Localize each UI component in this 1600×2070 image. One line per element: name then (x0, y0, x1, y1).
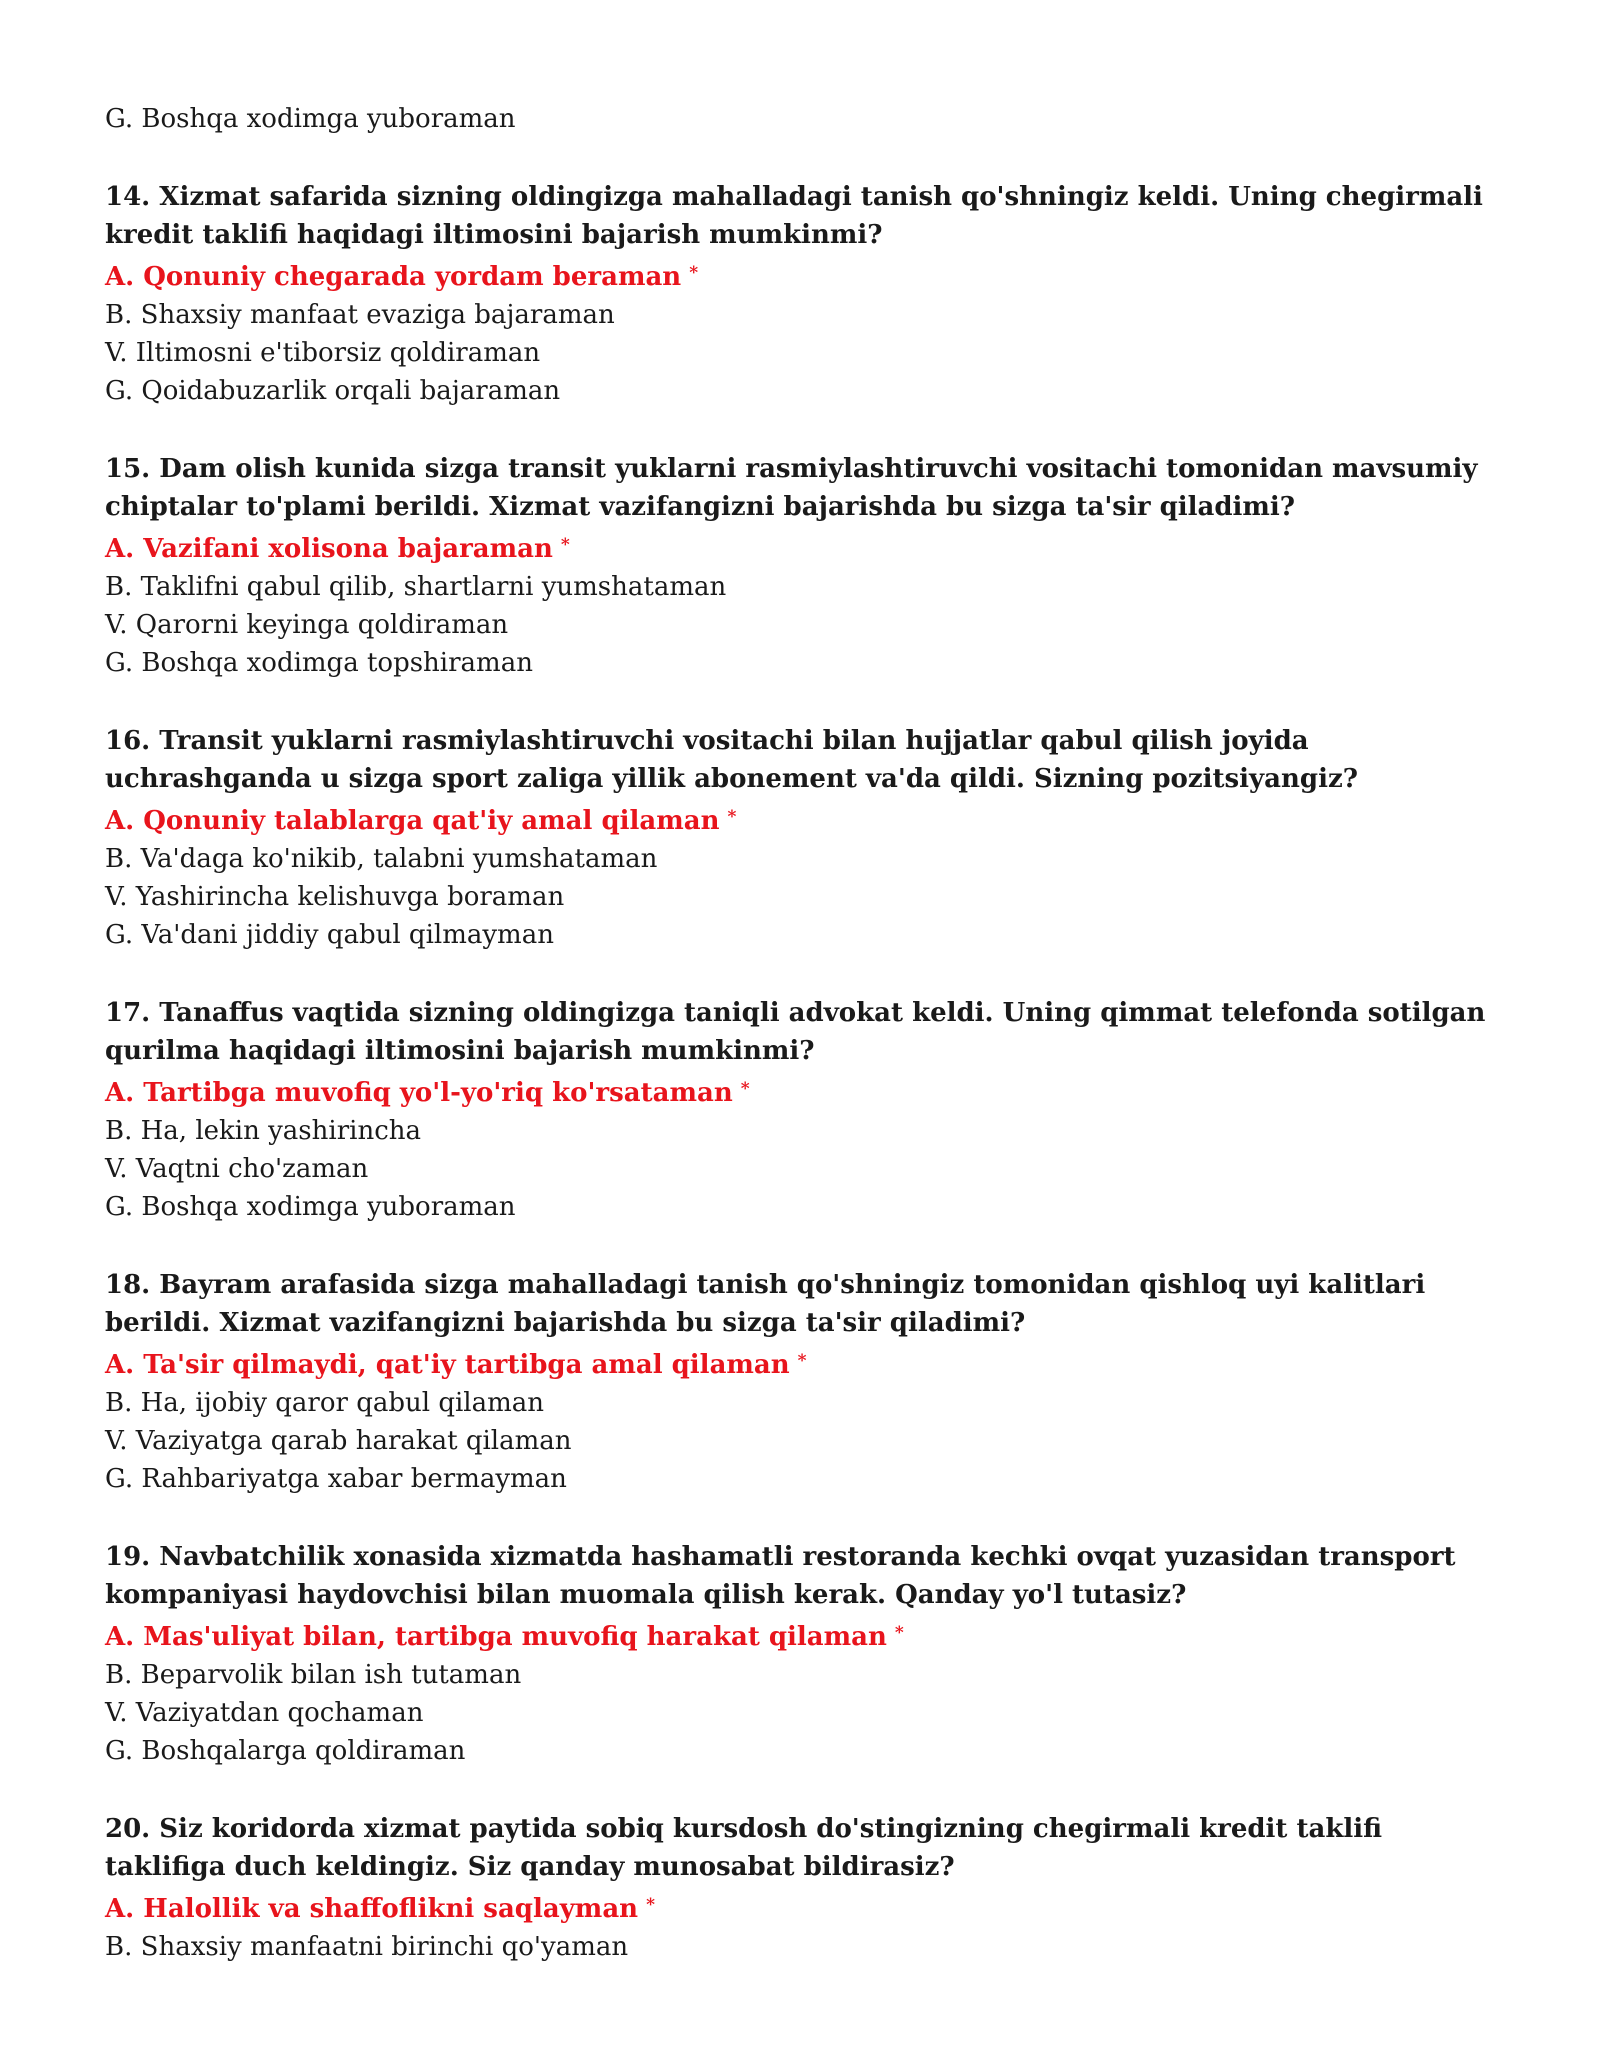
correct-answer (105, 1614, 1505, 1656)
answer-option: B. Beparvolik bilan ish tutaman (105, 1660, 522, 1690)
answer-option: B. Shaxsiy manfaat evaziga bajaraman (105, 300, 615, 330)
correct-answer (105, 526, 1505, 568)
document-page (105, 100, 1505, 1966)
answer-option: V. Vaziyatdan qochaman (105, 1698, 424, 1728)
answer-option: B. Shaxsiy manfaatni birinchi qo'yaman (105, 1932, 629, 1962)
correct-marker-asterisk: * (727, 807, 737, 827)
answer-option: G. Rahbariyatga xabar bermayman (105, 1464, 567, 1494)
question-text: 15. Dam olish kunida sizga transit yuklarni rasmiylashtiruvchi vositachi tomonidan mavsumiy chiptalar to'plami berildi. Xizmat vazifangizni bajarishda bu sizga ta'sir qiladimi? (105, 454, 1478, 522)
leading-option: G. Boshqa xodimga yuboraman (105, 104, 516, 134)
question-text: 20. Siz koridorda xizmat paytida sobiq kursdosh do'stingizning chegirmali kredit taklifi taklifiga duch keldingiz. Siz qanday munosabat bildirasiz? (105, 1814, 1383, 1882)
answer-option: B. Ha, ijobiy qaror qabul qilaman (105, 1388, 544, 1418)
answer-option: B. Taklifni qabul qilib, shartlarni yumshataman (105, 572, 727, 602)
question-text: 18. Bayram arafasida sizga mahalladagi tanish qo'shningiz tomonidan qishloq uyi kalitlari berildi. Xizmat vazifangizni bajarishda bu sizga ta'sir qiladimi? (105, 1270, 1426, 1338)
answer-option: G. Va'dani jiddiy qabul qilmayman (105, 920, 554, 950)
answer-option: B. Ha, lekin yashirincha (105, 1116, 422, 1146)
correct-answer-text: A. Vazifani xolisona bajaraman (105, 534, 553, 564)
question-text: 19. Navbatchilik xonasida xizmatda hashamatli restoranda kechki ovqat yuzasidan transport kompaniyasi haydovchisi bilan muomala qilish kerak. Qanday yo'l tutasiz? (105, 1542, 1456, 1610)
question-text: 16. Transit yuklarni rasmiylashtiruvchi vositachi bilan hujjatlar qabul qilish joyida uchrashganda u sizga sport zaliga yillik abonement va'da qildi. Sizning pozitsiyangiz? (105, 726, 1358, 794)
correct-answer-text: A. Qonuniy talablarga qat'iy amal qilaman (105, 806, 720, 836)
question-block (105, 1538, 1505, 1770)
question-list (105, 178, 1505, 1966)
question-block (105, 450, 1505, 682)
answer-option: G. Boshqalarga qoldiraman (105, 1736, 466, 1766)
correct-marker-asterisk: * (689, 263, 699, 283)
correct-answer (105, 798, 1505, 840)
answer-option: B. Va'daga ko'nikib, talabni yumshataman (105, 844, 658, 874)
correct-marker-asterisk: * (560, 535, 570, 555)
answer-option: V. Yashirincha kelishuvga boraman (105, 882, 565, 912)
answer-option: G. Qoidabuzarlik orqali bajaraman (105, 376, 561, 406)
question-text: 17. Tanaffus vaqtida sizning oldingizga taniqli advokat keldi. Uning qimmat telefonda sotilgan qurilma haqidagi iltimosini bajarish mumkinmi? (105, 998, 1486, 1066)
correct-answer-text: A. Halollik va shaffoflikni saqlayman (105, 1894, 639, 1924)
correct-answer-text: A. Mas'uliyat bilan, tartibga muvofiq harakat qilaman (105, 1622, 887, 1652)
question-block (105, 1266, 1505, 1498)
correct-answer (105, 1886, 1505, 1928)
correct-answer-text: A. Tartibga muvofiq yo'l-yo'riq ko'rsataman (105, 1078, 733, 1108)
answer-option: V. Vaqtni cho'zaman (105, 1154, 369, 1184)
correct-marker-asterisk: * (797, 1351, 807, 1371)
correct-answer-text: A. Qonuniy chegarada yordam beraman (105, 262, 682, 292)
question-block (105, 994, 1505, 1226)
answer-option: V. Qarorni keyinga qoldiraman (105, 610, 509, 640)
answer-option: V. Iltimosni e'tiborsiz qoldiraman (105, 338, 541, 368)
correct-answer (105, 1070, 1505, 1112)
correct-answer-text: A. Ta'sir qilmaydi, qat'iy tartibga amal qilaman (105, 1350, 790, 1380)
answer-option: G. Boshqa xodimga topshiraman (105, 648, 533, 678)
answer-option: G. Boshqa xodimga yuboraman (105, 1192, 516, 1222)
question-block (105, 722, 1505, 954)
correct-marker-asterisk: * (740, 1079, 750, 1099)
question-block (105, 178, 1505, 410)
correct-marker-asterisk: * (894, 1623, 904, 1643)
question-block (105, 1810, 1505, 1966)
correct-answer (105, 1342, 1505, 1384)
question-text: 14. Xizmat safarida sizning oldingizga mahalladagi tanish qo'shningiz keldi. Uning chegirmali kredit taklifi haqidagi iltimosini bajarish mumkinmi? (105, 182, 1483, 250)
correct-marker-asterisk: * (646, 1895, 655, 1915)
answer-option: V. Vaziyatga qarab harakat qilaman (105, 1426, 572, 1456)
correct-answer (105, 254, 1505, 296)
